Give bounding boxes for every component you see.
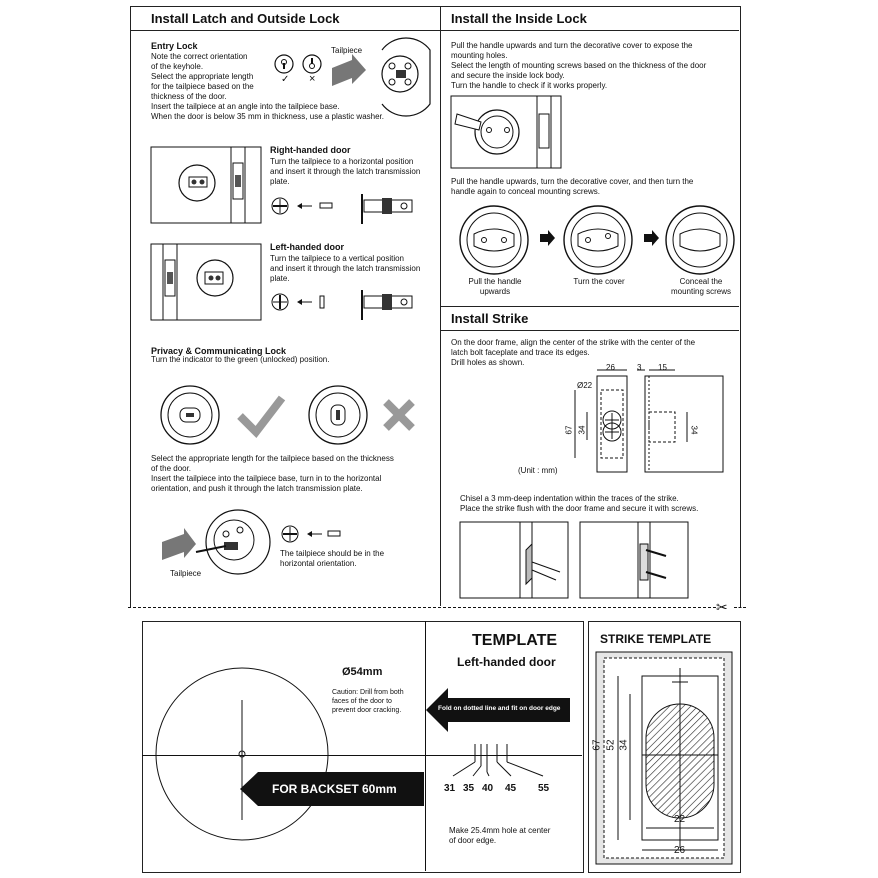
latch-section-title: Install Latch and Outside Lock [151,11,340,26]
inside-step-3-label: Conceal the mounting screws [670,277,732,296]
entry-lock-heading: Entry Lock [151,41,198,51]
dim-3: 3 [637,363,642,372]
scissors-icon: ✂ [716,599,728,615]
tailpiece-label: Tailpiece [331,46,363,55]
hole-note: Make 25.4mm hole at center of door edge. [449,826,551,845]
backset-35: 35 [463,783,475,794]
inside-lock-figure [451,96,561,168]
privacy-tailpiece-figure [160,506,280,578]
backset-40: 40 [482,783,494,794]
strike-divider-top [440,306,739,307]
entry-lock-text: Note the correct orientation of the keyhole. Select the appropriate length for the tailpiece based on the thickness of the door. Insert the tailpiece at an angle into the tailpiece base. When the door is below 35 mm in thickness, use a plastic washer. [151,52,384,121]
template-fold-line [425,621,426,871]
right-handed-door-figure [151,147,261,223]
template-title: TEMPLATE [472,632,558,649]
cut-line [128,607,716,608]
strike-section-title: Install Strike [451,311,529,326]
dim-34-a: 34 [577,425,587,435]
strike-dim-34: 34 [618,739,630,751]
right-handed-heading: Right-handed door [270,145,351,155]
backset-31: 31 [444,783,456,794]
header-divider [130,30,739,31]
strike-template-figure [596,652,732,864]
strike-dim-22: 22 [674,814,686,825]
caution-text: Caution: Drill from both faces of the door to prevent door cracking. [332,689,404,714]
inside-text: Pull the handle upwards and turn the decorative cover to expose the mounting holes. Select the length of mounting screws based on the thickness of the door and secure the inside lock body. Turn the handle to check if it works properly. [451,41,707,90]
check-mark: ✓ [281,74,290,85]
cut-line-tail [734,607,746,608]
strike-template-title: STRIKE TEMPLATE [600,632,712,646]
inside-text-2: Pull the handle upwards, turn the decorative cover, and then turn the handle again to conceal mounting screws. [451,177,694,196]
horizontal-tailpiece-figure [270,194,420,228]
privacy-line: Turn the indicator to the green (unlocked) position. [151,355,330,364]
backset-55: 55 [538,783,550,794]
right-handed-text: Turn the tailpiece to a horizontal position and insert it through the latch transmission plate. [270,157,421,186]
dim-67: 67 [564,425,574,435]
strike-divider-bottom [440,330,739,331]
strike-chisel-figure [460,522,690,598]
entry-tailpiece-figure [330,40,430,105]
privacy-tailpiece-label: Tailpiece [170,569,202,578]
privacy-heading: Privacy & Communicating Lock [151,346,287,356]
template-subtitle: Left-handed door [457,655,556,669]
dim-34-b: 34 [689,425,699,435]
dim-dia: Ø22 [577,381,593,390]
dim-26: 26 [606,363,615,372]
inside-step-1-label: Pull the handle upwards [468,277,522,296]
cross-mark: × [309,73,316,85]
inside-section-title: Install the Inside Lock [451,11,587,26]
privacy-note: The tailpiece should be in the horizontal orientation. [280,549,385,568]
strike-text-2: Chisel a 3 mm-deep indentation within the traces of the strike. Place the strike flush with the door frame and secure it with screws. [460,494,699,513]
privacy-indicator-figure [160,380,420,450]
left-handed-heading: Left-handed door [270,242,344,252]
left-handed-door-figure [151,244,261,320]
backset-45: 45 [505,783,517,794]
backset-leaders [445,744,555,784]
bore-hole-circle [150,660,340,850]
left-handed-text: Turn the tailpiece to a vertical position and insert it through the latch transmission plate. [270,254,421,283]
unit-label: (Unit : mm) [518,466,558,475]
vertical-tailpiece-figure [270,290,420,324]
strike-text: On the door frame, align the center of the strike with the center of the latch bolt faceplate and trace its edges. Drill holes as shown. [451,338,696,367]
strike-dim-52: 52 [605,739,617,751]
inside-cover-sequence-figure [458,202,738,278]
fold-label: Fold on dotted line and fit on door edge [438,705,561,712]
diameter-label: Ø54mm [342,666,383,678]
inside-step-2-label: Turn the cover [573,277,625,286]
strike-dim-26: 26 [674,845,686,856]
strike-dimension-figure [565,360,725,475]
privacy-horizontal-figure [280,522,350,546]
strike-dim-67: 67 [591,739,603,751]
dim-15: 15 [658,363,667,372]
backset-label: FOR BACKSET 60mm [272,782,397,796]
privacy-text: Select the appropriate length for the tailpiece based on the thickness of the door. Insert the tailpiece into the tailpiece base, turn in to the horizontal orientation, and push it through the latch transmission plate. [151,454,394,493]
